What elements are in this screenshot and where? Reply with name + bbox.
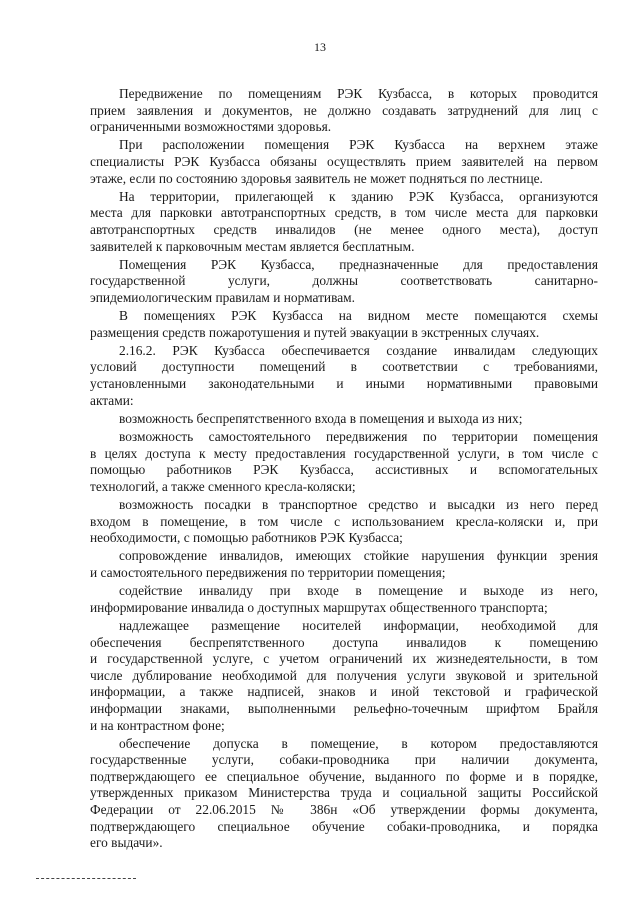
- paragraph-line: ограниченными возможностями здоровья.: [90, 119, 332, 135]
- paragraph-line: возможность беспрепятственного входа в помещения и выхода из них;: [119, 410, 523, 426]
- paragraph-line: необходимости, с помощью работников РЭК Кузбасса;: [90, 530, 403, 546]
- paragraph-line: обеспечения беспрепятственного доступа инвалидов к помещению: [90, 634, 598, 650]
- footer-rule: [36, 878, 136, 879]
- paragraph-line: сопровождение инвалидов, имеющих стойкие нарушения функции зрения: [119, 548, 598, 564]
- paragraph-line: государственные услуги, собаки-проводника при наличии документа,: [90, 752, 598, 768]
- paragraph-line: и государственной услуге, с учетом ограничений их жизнедеятельности, в том: [90, 651, 598, 667]
- paragraph: [90, 583, 598, 616]
- paragraph-line: утвержденных приказом Министерства труда и социальной защиты Российской: [90, 785, 598, 801]
- paragraph-line: Передвижение по помещениям РЭК Кузбасса, в которых проводится: [119, 86, 598, 101]
- paragraph-line: входом в помещение, в том числе с использованием кресла-коляски и, при: [90, 513, 598, 529]
- paragraph-line: В помещениях РЭК Кузбасса на видном месте помещаются схемы: [119, 308, 598, 324]
- paragraph-line: и на контрастном фоне;: [90, 717, 225, 733]
- paragraph-line: возможность посадки в транспортное средство и высадки из него перед: [119, 497, 598, 512]
- paragraph-line: и самостоятельного передвижения по территории помещения;: [90, 564, 446, 580]
- paragraph-line: помощью работников РЭК Кузбасса, ассистивных и вспомогательных: [90, 462, 598, 478]
- paragraph-line: эпидемиологическим правилам и нормативам.: [90, 289, 355, 305]
- paragraph: [90, 137, 598, 187]
- paragraph-line: обеспечение допуска в помещение, в котором предоставляются: [119, 735, 598, 751]
- paragraph: [90, 257, 598, 307]
- paragraph-line: автотранспортных средств инвалидов (не менее одного места), доступ: [90, 221, 598, 237]
- paragraph-line: подтверждающего ее специальное обучение, выданного по форме и в порядке,: [90, 768, 598, 784]
- paragraph: [90, 86, 598, 136]
- paragraph-line: актами:: [90, 392, 134, 408]
- paragraph-line: технологий, а также сменного кресла-коляски;: [90, 478, 356, 494]
- paragraph: [90, 189, 598, 255]
- paragraph-line: информирование инвалида о доступных маршрутах общественного транспорта;: [90, 599, 548, 615]
- paragraph-line: надлежащее размещение носителей информации, необходимой для: [119, 617, 598, 633]
- paragraph-line: подтверждающего специальное обучение собаки-проводника, и порядка: [90, 818, 598, 834]
- paragraph-line: возможность самостоятельного передвижения по территории помещения: [119, 429, 598, 445]
- paragraph: [90, 548, 598, 581]
- paragraph-line: При расположении помещения РЭК Кузбасса на верхнем этаже: [119, 137, 598, 153]
- document-body: [90, 86, 598, 852]
- paragraph-line: содействие инвалиду при входе в помещение и выходе из него,: [119, 583, 598, 599]
- paragraph-line: государственной услуги, должны соответствовать санитарно-: [90, 273, 598, 289]
- paragraph-line: прием заявления и документов, не должно создавать затруднений для лиц с: [90, 102, 598, 118]
- paragraph-line: информации, а также надписей, знаков и иной текстовой и графической: [90, 684, 598, 700]
- paragraph-line: На территории, прилегающей к зданию РЭК Кузбасса, организуются: [119, 188, 598, 204]
- paragraph-line: заявителей к парковочным местам является бесплатным.: [90, 238, 415, 254]
- paragraph-line: информации знаками, выполненными рельефно-точечным шрифтом Брайля: [90, 700, 598, 716]
- paragraph: [90, 618, 598, 734]
- paragraph: [90, 497, 598, 547]
- paragraph: [90, 343, 598, 409]
- paragraph-line: этаже, если по состоянию здоровья заявитель не может подняться по лестнице.: [90, 170, 543, 186]
- paragraph-line: размещения средств пожаротушения и путей эвакуации в экстренных случаях.: [90, 324, 540, 340]
- paragraph-line: места для парковки автотранспортных средств, в том числе места для парковки: [90, 205, 598, 221]
- paragraph-line: 2.16.2. РЭК Кузбасса обеспечивается создание инвалидам следующих: [119, 342, 598, 358]
- paragraph: [90, 308, 598, 341]
- paragraph-line: в целях доступа к месту предоставления государственной услуги, в том числе с: [90, 445, 598, 461]
- paragraph: [90, 411, 598, 428]
- paragraph: [90, 736, 598, 852]
- paragraph-line: условий доступности помещений в соответствии с требованиями,: [90, 359, 598, 375]
- page-number: 13: [314, 40, 326, 54]
- paragraph-line: его выдачи».: [90, 835, 163, 851]
- paragraph-line: специалисты РЭК Кузбасса обязаны осуществлять прием заявителей на первом: [90, 153, 598, 169]
- paragraph-line: установленными законодательными и иными нормативными правовыми: [90, 376, 598, 392]
- paragraph: [90, 429, 598, 495]
- paragraph-line: Федерации от 22.06.2015 № 386н «Об утверждении формы документа,: [90, 802, 598, 818]
- paragraph-line: Помещения РЭК Кузбасса, предназначенные для предоставления: [119, 256, 598, 272]
- paragraph-line: числе дублирование необходимой для получения услуги звуковой и зрительной: [90, 667, 598, 683]
